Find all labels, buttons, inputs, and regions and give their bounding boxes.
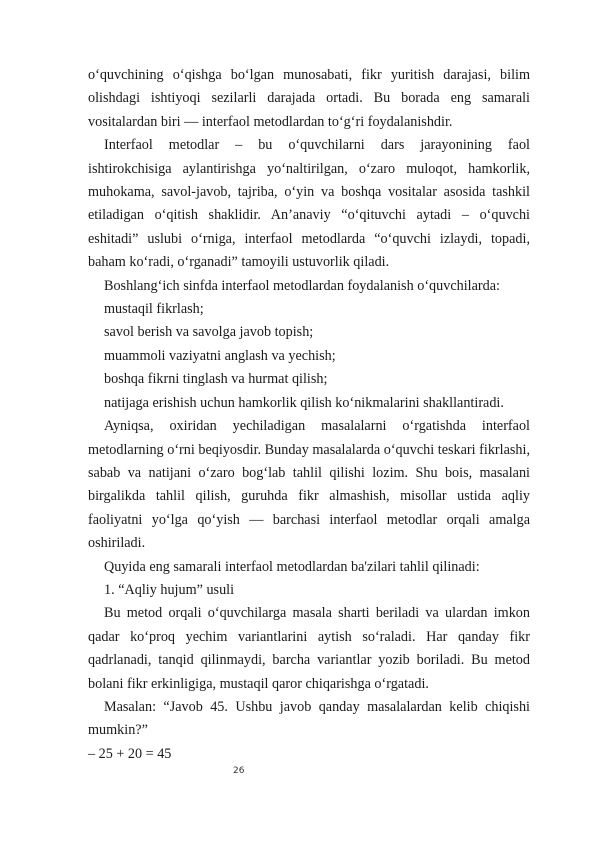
paragraph-methods-intro: Quyida eng samarali interfaol metodlardan ba'zilari tahlil qilinadi:: [104, 558, 480, 575]
list-item: muammoli vaziyatni anglash va yechish;: [104, 347, 336, 364]
paragraph-example: Masalan: “Javob 45. Ushbu javob qanday masalalardan kelib chiqishi mumkin?”: [88, 698, 530, 739]
paragraph-reverse-problems: Ayniqsa, oxiridan yechiladigan masalalarni o‘rgatishda interfaol metodlarning o‘rni beqiyosdir. Bunday masalalarda o‘quvchi teskari fikrlashi, sabab va natijani o‘zaro bog‘lab tahlil qilishi lozim. Shu bois, masalani birgalikda tahlil qilish, guruhda fikr almashish, misollar ustida aqliy faoliyatni yo‘lga qo‘yish — barchasi interfaol metodlar orqali amalga oshiriladi.: [88, 418, 530, 552]
paragraph-definition: Interfaol metodlar – bu o‘quvchilarni dars jarayonining faol ishtirokchisiga aylantirishga yo‘naltirilgan, o‘zaro muloqot, hamkorlik, muhokama, savol-javob, tajriba, o‘yin va boshqa vositalar asosida tashkil etiladigan o‘qitish shaklidir. An’anaviy “o‘qituvchi aytadi – o‘quvchi eshitadi” uslubi o‘rniga, interfaol metodlarda “o‘quvchi izlaydi, topadi, baham ko‘radi, o‘rganadi” tamoyili ustuvorlik qiladi.: [88, 137, 530, 271]
list-item: savol berish va savolga javob topish;: [104, 324, 314, 341]
list-item: natijaga erishish uchun hamkorlik qilish ko‘nikmalarini shakllantiradi.: [104, 394, 504, 411]
paragraph-list-intro: Boshlang‘ich sinfda interfaol metodlardan foydalanish o‘quvchilarda:: [104, 277, 500, 294]
list-item: boshqa fikrni tinglash va hurmat qilish;: [104, 371, 328, 388]
body-text: [88, 64, 530, 766]
paragraph-intro: o‘quvchining o‘qishga bo‘lgan munosabati, fikr yuritish darajasi, bilim olishdagi ishtiyoqi sezilarli darajada ortadi. Bu borada eng samarali vositalardan biri — interfaol metodlardan to‘g‘ri foydalanishdir.: [88, 67, 530, 130]
section-heading: 1. “Aqliy hujum” usuli: [104, 581, 235, 598]
page-number: 26: [233, 766, 245, 776]
paragraph-brainstorm: Bu metod orqali o‘quvchilarga masala sharti beriladi va ulardan imkon qadar ko‘proq yechim variantlarini aytish so‘raladi. Har qanday fikr qadrlanadi, tanqid qilinmaydi, barcha variantlar yozib boriladi. Bu metod bolani fikr erkinligiga, mustaqil qaror chiqarishga o‘rgatadi.: [88, 605, 530, 692]
equation-line: – 25 + 20 = 45: [88, 745, 172, 762]
list-item: mustaqil fikrlash;: [104, 301, 204, 318]
